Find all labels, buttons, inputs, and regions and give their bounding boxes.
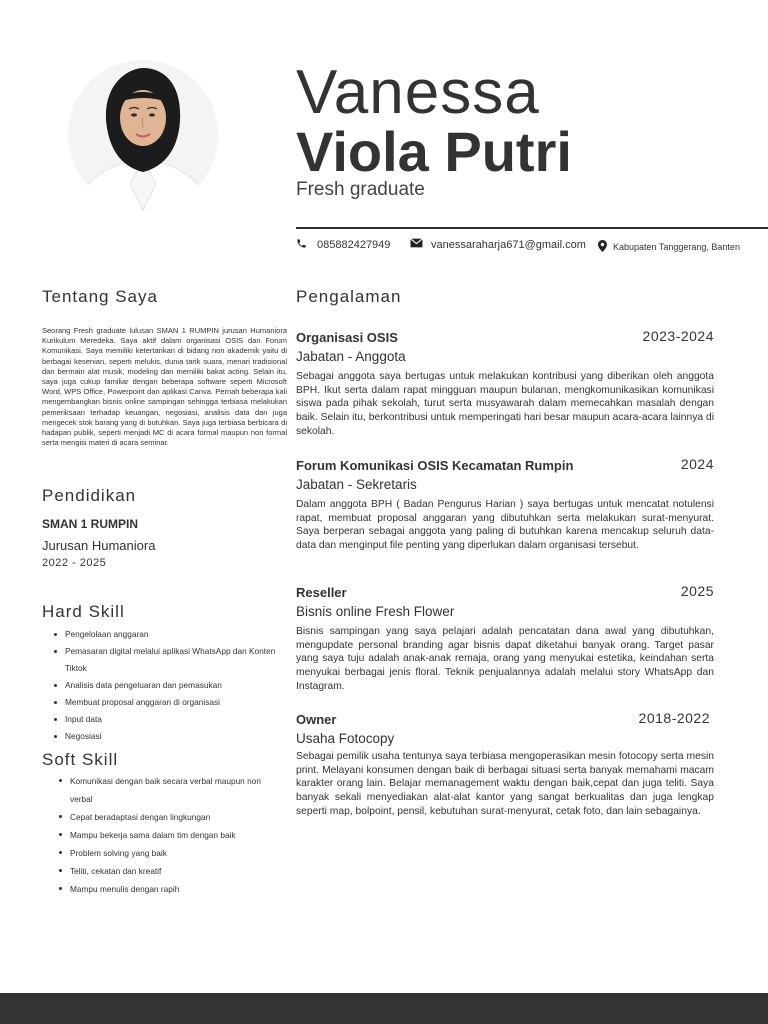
- profile-photo: [68, 60, 218, 210]
- list-item: Analisis data pengeluaran dan pemasukan: [52, 677, 282, 694]
- experience-year: 2023-2024: [642, 328, 714, 344]
- last-name: Viola Putri: [296, 120, 572, 183]
- experience-description: Sebagai pemilik usaha tentunya saya terbiasa mengoperasikan mesin fotocopy serta mesin print. Melayani konsumen dengan baik di berbagai situasi serta banyak memahami macam karakter orang lain. Belajar memanagement waktu dengan baik,cepat dan juga teliti. Saya banyak sekali menyediakan alat-alat kantor yang sangat berkualitas dan juga lengkap seperti map, bolpoint, pensil, kebutuhan surat-menyurat, cetak foto, dan lain sebagainya.: [296, 751, 714, 817]
- list-item: Membuat proposal anggaran di organisasi: [52, 694, 282, 711]
- experience-organization: Organisasi OSIS: [296, 330, 398, 345]
- contact-address: [598, 240, 740, 254]
- list-item: Pemasaran digital melalui aplikasi WhatsApp dan Konten Tiktok: [52, 643, 282, 677]
- experience-item: [296, 456, 714, 553]
- soft-skill-list: [57, 772, 282, 898]
- about-text: Seorang Fresh graduate lulusan SMAN 1 RUMPIN jurusan Humaniora Kurikulum Meredeka. Saya aktif dalam organisasi OSIS dan Forum Komunikasi. Saya memiliki ketertarikan di bidang non akademik yaitu di berbagai kesenian, seperti melukis, dunia tarik suara, menari tradisional dan bermain alat musik, modeling dan memiliki bakat acting. Selain itu, saya juga cukup familiar dengan beberapa software seperti Microsoft Word, WPS Office, Powerpoint dan aplikasi Canva. Pernah beberapa kali mengembangkan bisnis online sampingan sehingga terbiasa melakukan pemeriksaan terhadap keuangan, negosiasi, analisis data dan juga mengecek stok barang yang di butuhkan. Saya juga terbiasa berbicara di hadapan publik, seperti menjadi MC di acara formal maupun non formal serta mengisi materi di acara seminar.: [42, 326, 287, 448]
- education-heading: Pendidikan: [42, 486, 137, 505]
- list-item: Teliti, cekatan dan kreatif: [57, 862, 282, 880]
- phone-number: 085882427949: [317, 239, 391, 251]
- experience-role: Jabatan - Sekretaris: [296, 477, 417, 492]
- contact-email[interactable]: [410, 238, 586, 251]
- email-address[interactable]: vanessaraharja671@gmail.com: [431, 238, 586, 251]
- footer-bar: [0, 993, 768, 1024]
- contact-phone: [296, 238, 390, 252]
- experience-year: 2018-2022: [638, 710, 710, 726]
- list-item: Mampu bekerja sama dalam tim dengan baik: [57, 826, 282, 844]
- education-years: 2022 - 2025: [42, 557, 107, 569]
- email-icon: [410, 238, 423, 251]
- experience-role: Usaha Fotocopy: [296, 731, 395, 746]
- header-divider: [296, 227, 768, 229]
- soft-skill-heading: Soft Skill: [42, 750, 119, 769]
- experience-item: [296, 583, 714, 694]
- list-item: Input data: [52, 711, 282, 728]
- education-major: Jurusan Humaniora: [42, 538, 156, 553]
- first-name: Vanessa: [296, 58, 540, 127]
- list-item: Pengelolaan anggaran: [52, 626, 282, 643]
- experience-heading: Pengalaman: [296, 287, 402, 306]
- experience-description: Bisnis sampingan yang saya pelajari adalah pencatatan dana awal yang dibutuhkan, mengupdate personal branding agar bisnis dapat diketahui banyak orang. Target pasar yang saya tuju adalah anak-anak remaja, orang yang menyukai estetika, keindahan serta menyukai berbagai jenis floral. Teknik penjualannya adalah melalui story WhatsApp dan Instagram.: [296, 626, 714, 692]
- location-pin-icon: [598, 240, 607, 254]
- experience-role: Jabatan - Anggota: [296, 349, 406, 364]
- list-item: Negosiasi: [52, 728, 282, 745]
- experience-item: [296, 710, 714, 819]
- list-item: Mampu menulis dengan rapih: [57, 880, 282, 898]
- experience-organization: Reseller: [296, 585, 347, 600]
- experience-organization: Forum Komunikasi OSIS Kecamatan Rumpin: [296, 458, 574, 473]
- experience-description: Sebagai anggota saya bertugas untuk melakukan kontribusi yang diberikan oleh anggota BPH. Ikut serta dalam rapat mingguan maupun bulanan, mengkomunikasikan komunikasi siswa pada pihak sekolah, turut serta musyawarah dalam memecahkan masalah dengan baik. Selain itu, berkontribusi untuk memperingati hari besar maupun acara-acara lainnya di sekolah.: [296, 371, 714, 437]
- experience-year: 2025: [680, 583, 714, 599]
- address-text: Kabupaten Tanggerang, Banten: [613, 242, 740, 252]
- profile-subtitle: Fresh graduate: [296, 179, 425, 200]
- list-item: Komunikasi dengan baik secara verbal maupun non verbal: [57, 772, 282, 808]
- about-heading: Tentang Saya: [42, 287, 158, 306]
- experience-item: [296, 328, 714, 439]
- profile-photo-illustration: [68, 60, 218, 210]
- hard-skill-heading: Hard Skill: [42, 602, 125, 621]
- experience-year: 2024: [680, 456, 714, 472]
- education-school: SMAN 1 RUMPIN: [42, 517, 139, 531]
- phone-icon: [296, 238, 307, 252]
- experience-organization: Owner: [296, 712, 337, 727]
- hard-skill-list: [52, 626, 282, 745]
- experience-role: Bisnis online Fresh Flower: [296, 604, 455, 619]
- list-item: Cepat beradaptasi dengan lingkungan: [57, 808, 282, 826]
- experience-description: Dalam anggota BPH ( Badan Pengurus Harian ) saya bertugas untuk mencatat notulensi rapat, membuat proposal anggaran yang dibutuhkan serta melakukan surat-menyurat. Saya berperan sebagai anggota yang paling di butuhkan karena mencakup seluruh data-data dan menginput file penting yang diperlukan dalam organisasi tersebut.: [296, 499, 714, 552]
- list-item: Problem solving yang baik: [57, 844, 282, 862]
